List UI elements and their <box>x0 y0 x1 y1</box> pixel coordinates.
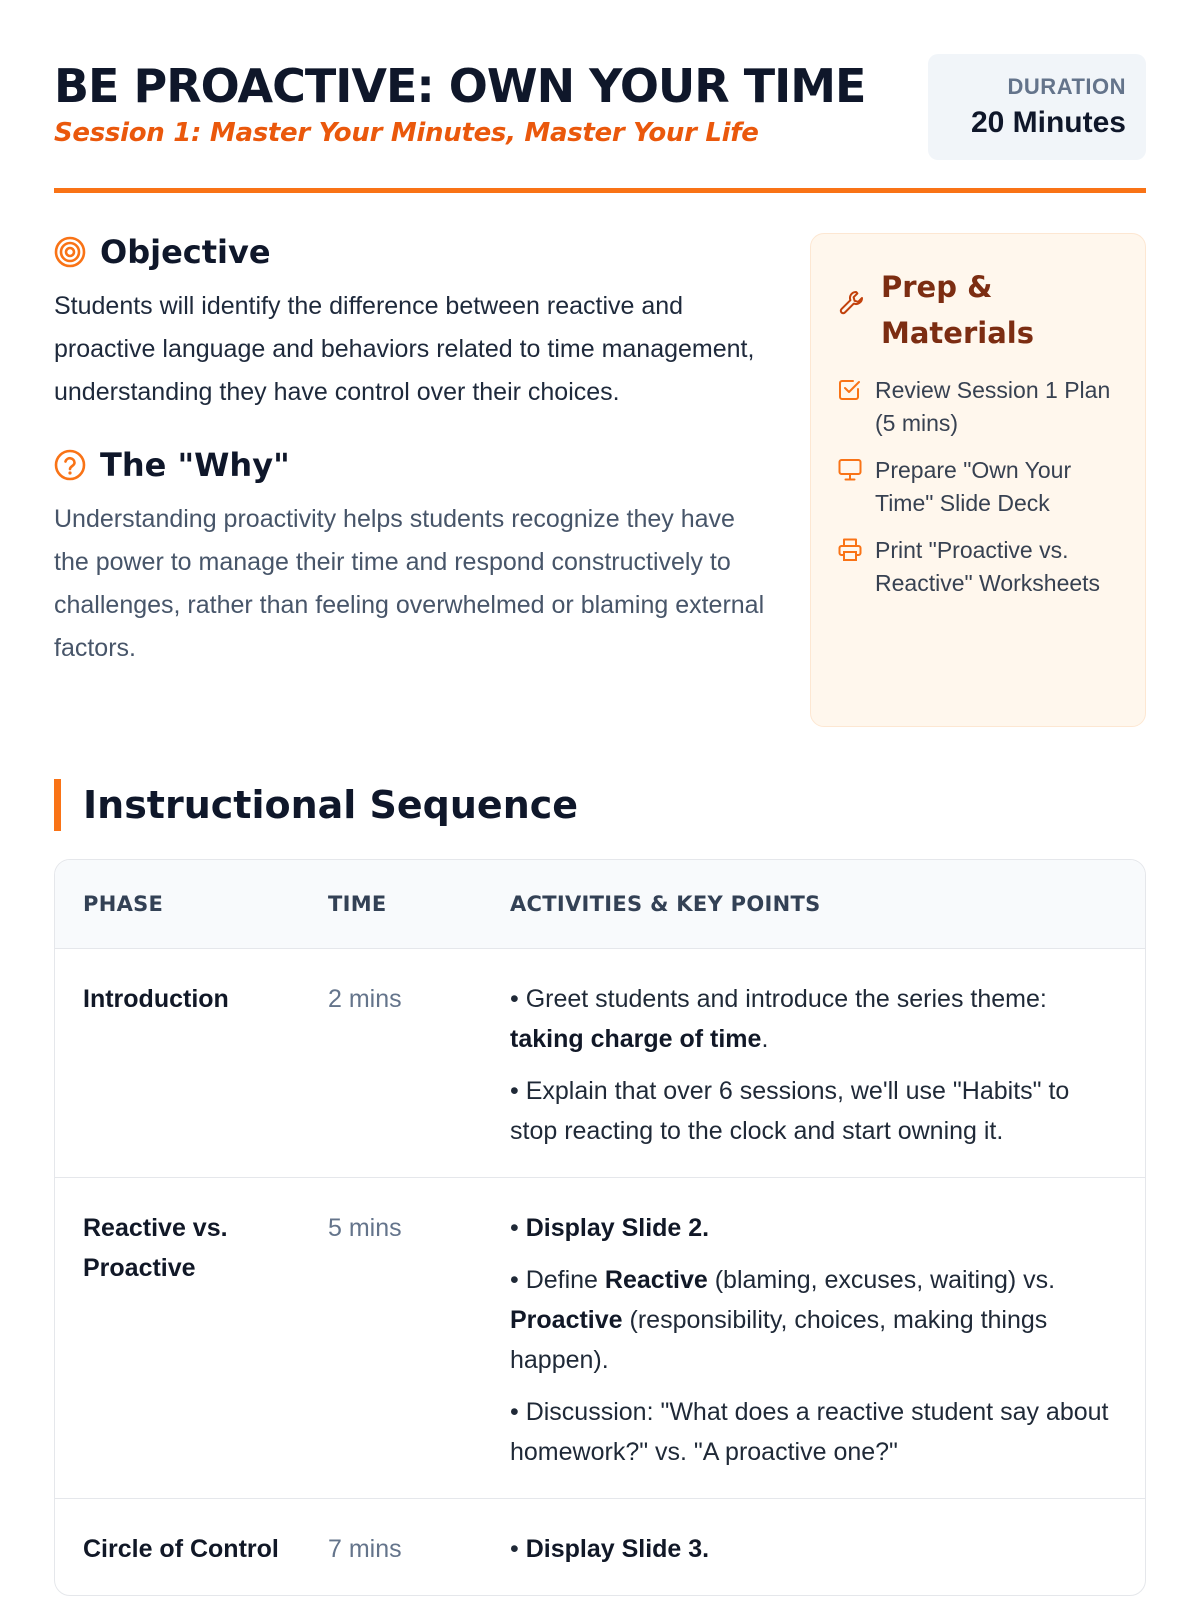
duration-label: DURATION <box>1007 74 1126 99</box>
prep-item-text: Prepare "Own Your Time" Slide Deck <box>875 457 1072 516</box>
objective-heading-row <box>54 233 774 271</box>
sequence-heading-row <box>54 779 1146 831</box>
why-text: Understanding proactivity helps students recognize they have the power to manage their time and respond constructively to challenges, rather than feeling overwhelmed or blaming external factors. <box>54 505 765 662</box>
table-row <box>55 1498 1145 1595</box>
objective-heading: Objective <box>100 233 271 271</box>
activity-bullet: • Discussion: "What does a reactive student say about homework?" vs. "A proactive one?" <box>510 1398 1109 1466</box>
header-divider <box>54 188 1146 193</box>
activity-bullet: • Define Reactive (blaming, excuses, waiting) vs. Proactive (responsibility, choices, making things happen). <box>510 1266 1056 1374</box>
prep-item <box>837 454 1119 520</box>
why-heading-row <box>54 446 774 484</box>
activities-cell <box>510 979 1145 1151</box>
activity-bullet: • Greet students and introduce the series theme: taking charge of time. <box>510 985 1047 1053</box>
sequence-table <box>54 859 1146 1596</box>
activity-bullet: • Display Slide 2. <box>510 1214 710 1242</box>
prep-list <box>837 374 1119 600</box>
printer-icon <box>837 534 863 600</box>
page-title: BE PROACTIVE: OWN YOUR TIME <box>54 59 866 113</box>
activities-cell <box>510 1529 1145 1569</box>
phase-cell: Reactive vs. Proactive <box>83 1214 228 1282</box>
prep-item <box>837 534 1119 600</box>
column-header-phase: PHASE <box>83 892 164 916</box>
table-row <box>55 948 1145 1177</box>
sequence-accent-bar <box>54 779 61 831</box>
duration-value: 20 Minutes <box>970 106 1126 139</box>
prep-item-text: Print "Proactive vs. Reactive" Worksheets <box>875 537 1101 596</box>
objective-column <box>54 233 774 727</box>
column-header-time: TIME <box>328 892 387 916</box>
prep-materials-card <box>810 233 1146 727</box>
page-subtitle: Session 1: Master Your Minutes, Master Your Life <box>54 118 759 148</box>
time-cell: 7 mins <box>328 1535 402 1563</box>
duration-box <box>928 54 1146 160</box>
prep-heading-row <box>837 264 1119 356</box>
target-icon <box>54 236 86 268</box>
time-cell: 5 mins <box>328 1214 402 1242</box>
monitor-icon <box>837 454 863 520</box>
time-cell: 2 mins <box>328 985 402 1013</box>
prep-heading: Prep & Materials <box>881 270 1034 350</box>
activities-cell <box>510 1208 1145 1472</box>
why-heading: The "Why" <box>100 446 290 484</box>
header <box>54 54 1146 160</box>
activity-bullet: • Display Slide 3. <box>510 1535 710 1563</box>
objective-text: Students will identify the difference between reactive and proactive language and behaviors related to time management, understanding they have control over their choices. <box>54 292 755 406</box>
phase-cell: Introduction <box>83 985 229 1013</box>
table-row <box>55 1177 1145 1498</box>
title-block <box>54 54 865 148</box>
prep-item-text: Review Session 1 Plan (5 mins) <box>875 377 1111 436</box>
wrench-icon <box>837 288 867 323</box>
overview-section <box>54 233 1146 727</box>
activity-bullet: • Explain that over 6 sessions, we'll use "Habits" to stop reacting to the clock and start owning it. <box>510 1077 1070 1145</box>
checkbox-icon <box>837 374 863 440</box>
column-header-activities: ACTIVITIES & KEY POINTS <box>510 892 821 916</box>
question-circle-icon <box>54 449 86 481</box>
prep-item <box>837 374 1119 440</box>
table-header-row <box>55 860 1145 948</box>
phase-cell: Circle of Control <box>83 1535 279 1563</box>
sequence-heading: Instructional Sequence <box>83 783 579 827</box>
